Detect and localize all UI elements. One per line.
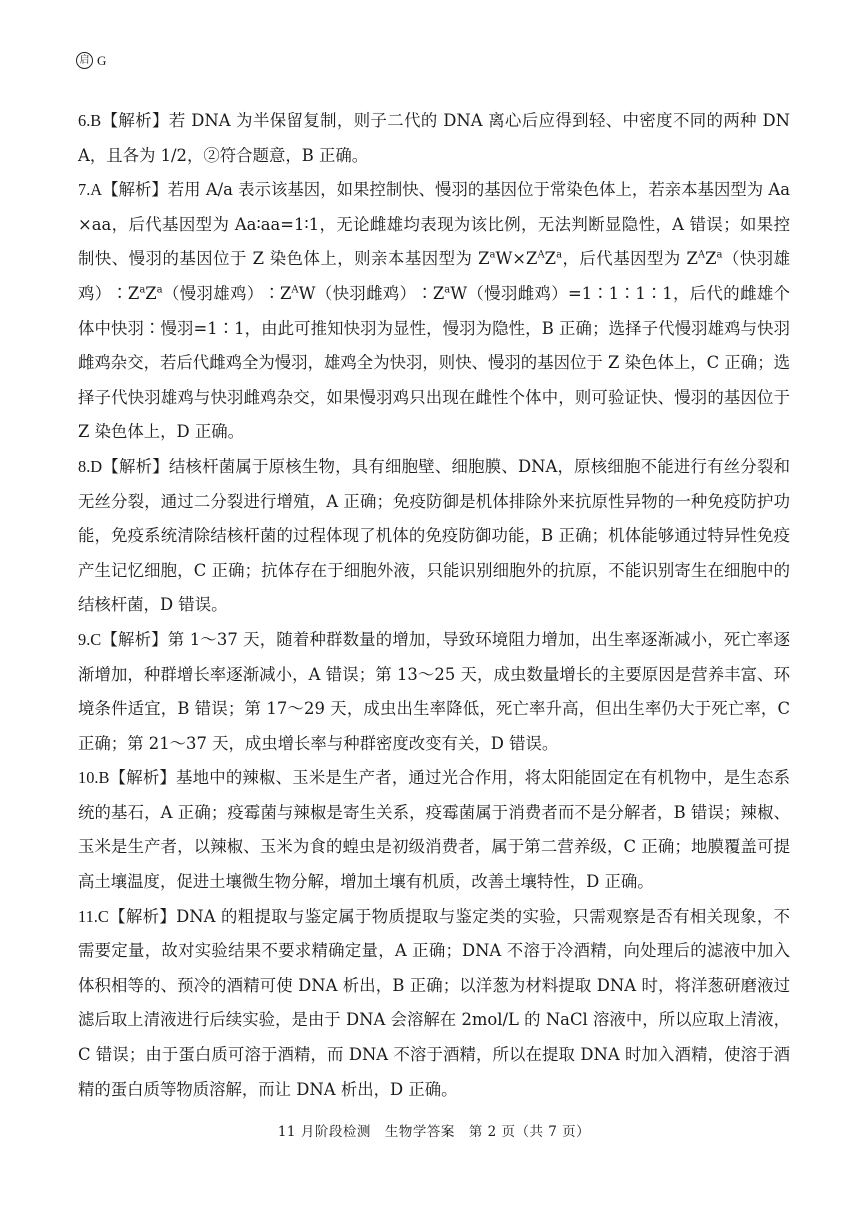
text-segment: W×Z <box>495 249 538 269</box>
answer-label: 9.C <box>78 629 102 649</box>
text-segment: W（慢羽雌鸡）=1∶1∶1∶1，后代的雌雄个体中快羽∶慢羽=1∶1，由此可推知快羽为显性，慢羽为隐性，B 正确；选择子代慢羽雄鸡与快羽雌鸡杂交，若后代雌鸡全为慢羽，雄鸡全为快羽，则快、慢羽的基因位于 Z 染色体上，C 正确；选择子代快羽雄鸡与快羽雌鸡杂交，如果慢羽鸡只出现在雌性个体中，则可验证快、慢羽的基因位于 Z 染色体上，D 正确。 <box>78 283 790 442</box>
answer-text: 第 1～37 天，随着种群数量的增加，导致环境阻力增加，出生率逐渐减小，死亡率逐渐增加，种群增长率逐渐减小，A 错误；第 13～25 天，成虫数量增长的主要原因是营养丰富、环境条件适宜，B 错误；第 17～29 天，成虫出生率降低，死亡率升高，但出生率仍大于死亡率，C 正确；第 21～37 天，成虫增长率与种群密度改变有关，D 错误。 <box>78 629 791 753</box>
analysis-tag: 【解析】 <box>101 629 168 649</box>
answer-text: DNA 的粗提取与鉴定属于物质提取与鉴定类的实验，只需观察是否有相关现象，不需要定量，故对实验结果不要求精确定量，A 正确；DNA 不溶于冷酒精，向处理后的滤液中加入体积相等的、预冷的酒精可使 DNA 析出，B 正确；以洋葱为材料提取 DNA 时，将洋葱研磨液过滤后取上清液进行后续实验，是由于 DNA 会溶解在 2mol/L 的 NaCl 溶液中，所以应取上清液，C 错误；由于蛋白质可溶于酒精，而 DNA 不溶于酒精，所以在提取 DNA 时加入酒精，使溶于酒精的蛋白质等物质溶解，而让 DNA 析出，D 正确。 <box>78 906 791 1099</box>
answer-11 <box>78 900 790 1108</box>
superscript-allele: a <box>156 284 163 296</box>
analysis-tag: 【解析】 <box>109 768 177 788</box>
text-segment: Z <box>544 249 557 269</box>
text-segment: ，后代基因型为 Z <box>562 249 698 269</box>
answer-text: 基地中的辣椒、玉米是生产者，通过光合作用，将太阳能固定在有机物中，是生态系统的基石，A 正确；疫霉菌与辣椒是寄生关系，疫霉菌属于消费者而不是分解者，B 错误；辣椒、玉米是生产者，以辣椒、玉米为食的蝗虫是初级消费者，属于第二营养级，C 正确；地膜覆盖可提高土壤温度，促进土壤微生物分解，增加土壤有机质，改善土壤特性，D 正确。 <box>78 768 791 892</box>
answer-6 <box>78 104 790 173</box>
superscript-allele: a <box>444 284 451 296</box>
text-segment: （慢羽雄鸡）∶Z <box>162 283 292 303</box>
superscript-allele: a <box>556 249 563 261</box>
answer-text <box>78 180 790 441</box>
superscript-allele: A <box>291 284 299 296</box>
text-segment: W（快羽雌鸡）∶Z <box>298 283 445 303</box>
answer-10 <box>78 761 790 899</box>
answer-text: 结核杆菌属于原核生物，具有细胞壁、细胞膜、DNA，原核细胞不能进行有丝分裂和无丝分裂，通过二分裂进行增殖，A 正确；免疫防御是机体排除外来抗原性异物的一种免疫防护功能，免疫系统清除结核杆菌的过程体现了机体的免疫防御功能，B 正确；机体能够通过特异性免疫产生记忆细胞，C 正确；抗体存在于细胞外液，只能识别细胞外的抗原，不能识别寄生在细胞中的结核杆菌，D 错误。 <box>78 456 790 615</box>
answer-label: 10.B <box>78 768 110 788</box>
analysis-tag: 【解析】 <box>108 906 177 926</box>
text-segment: 若用 A/a 表示该基因，如果控制快、慢羽的基因位于常染色体上，若亲本基因型为 Aa×aa，后代基因型为 Aa∶aa=1∶1，无论雌雄均表现为该比例，无法判断显隐性，A 错误；如果控制快、慢羽的基因位于 Z 染色体上，则亲本基因型为 Z <box>78 180 790 269</box>
answer-label: 6.B <box>78 111 102 130</box>
answer-7 <box>78 173 790 450</box>
answer-label: 8.D <box>78 456 103 476</box>
answer-label: 11.C <box>78 906 109 926</box>
logo-circle-icon: 启 <box>76 52 93 69</box>
answer-8 <box>78 450 790 623</box>
publisher-logo <box>76 52 106 69</box>
superscript-allele: a <box>716 249 723 261</box>
answer-content <box>78 104 790 1107</box>
answer-text: 若 DNA 为半保留复制，则子二代的 DNA 离心后应得到轻、中密度不同的两种 DNA，且各为 1/2，②符合题意，B 正确。 <box>78 111 791 165</box>
text-segment: Z <box>145 283 157 303</box>
analysis-tag: 【解析】 <box>102 456 169 476</box>
superscript-allele: A <box>697 249 706 261</box>
logo-letter: G <box>97 52 107 68</box>
answer-9 <box>78 623 790 761</box>
analysis-tag: 【解析】 <box>101 111 169 130</box>
answer-label: 7.A <box>78 180 103 200</box>
superscript-allele: a <box>489 249 496 261</box>
text-segment: （快羽雄鸡）∶Z <box>78 249 791 303</box>
superscript-allele: a <box>139 284 146 296</box>
page-footer: 11 月阶段检测 生物学答案 第 2 页（共 7 页） <box>277 1124 591 1140</box>
analysis-tag: 【解析】 <box>102 180 168 200</box>
text-segment: Z <box>705 249 717 269</box>
superscript-allele: A <box>537 249 545 261</box>
